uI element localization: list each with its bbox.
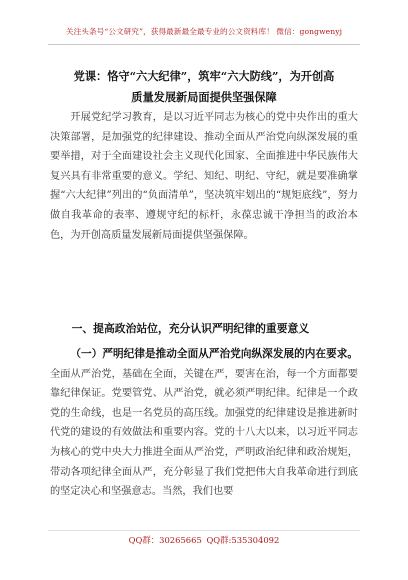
intro-paragraph: 开展党纪学习教育，是以习近平同志为核心的党中央作出的重大决策部署，是加强党的纪律建设、推动全面从严治党向纵深发展的重要举措，对于全面建设社会主义现代化国家、全面推进中华民族伟大复兴具有非常重要的意义。学纪、知纪、明纪、守纪，就是要准确掌握“六大纪律”列出的“负面清单”，坚决筑牢划出的“规矩底线”，努力做自我革命的表率、遵规守纪的标杆，永葆忠诚干净担当的政治本色，为开创高质量发展新局面提供坚强保障。 xyxy=(50,112,358,241)
title-line-1: 党课：恪守“六大纪律”，筑牢“六大防线”，为开创高 xyxy=(73,69,335,83)
header-divider xyxy=(48,44,360,45)
document-title xyxy=(52,66,356,108)
footer-divider xyxy=(48,530,360,531)
subsection-body: 全面从严治党，基础在全面，关键在严，要害在治，每一个方面都要靠纪律保证。党要管党、从严治党，就必须严明纪律。纪律是一个政党的生命线，也是一名党员的高压线。加强党的纪律建设是推进新时代党的建设的有效做法和重要内容。党的十八大以来，以习近平同志为核心的党中央大力推进全面从严治党，严明政治纪律和政治规矩，带动各项纪律全面从严，充分彰显了我们党把伟大自我革命进行到底的坚定决心和坚强意志。当然，我们也要 xyxy=(50,368,358,498)
footer-contact: QQ群：30265665 QQ群:535304092 xyxy=(128,535,280,545)
subsection-paragraph xyxy=(50,345,358,502)
subsection-lead: （一）严明纪律是推动全面从严治党向纵深发展的内在要求。 xyxy=(70,348,358,360)
section-heading: 一、提高政治站位，充分认识严明纪律的重要意义 xyxy=(71,322,310,335)
title-line-2: 质量发展新局面提供坚强保障 xyxy=(131,90,277,104)
header-note: 关注头条号“公文研究”，获得最新最全最专业的公文资料库！ 微信：gongwenyj xyxy=(65,27,343,36)
